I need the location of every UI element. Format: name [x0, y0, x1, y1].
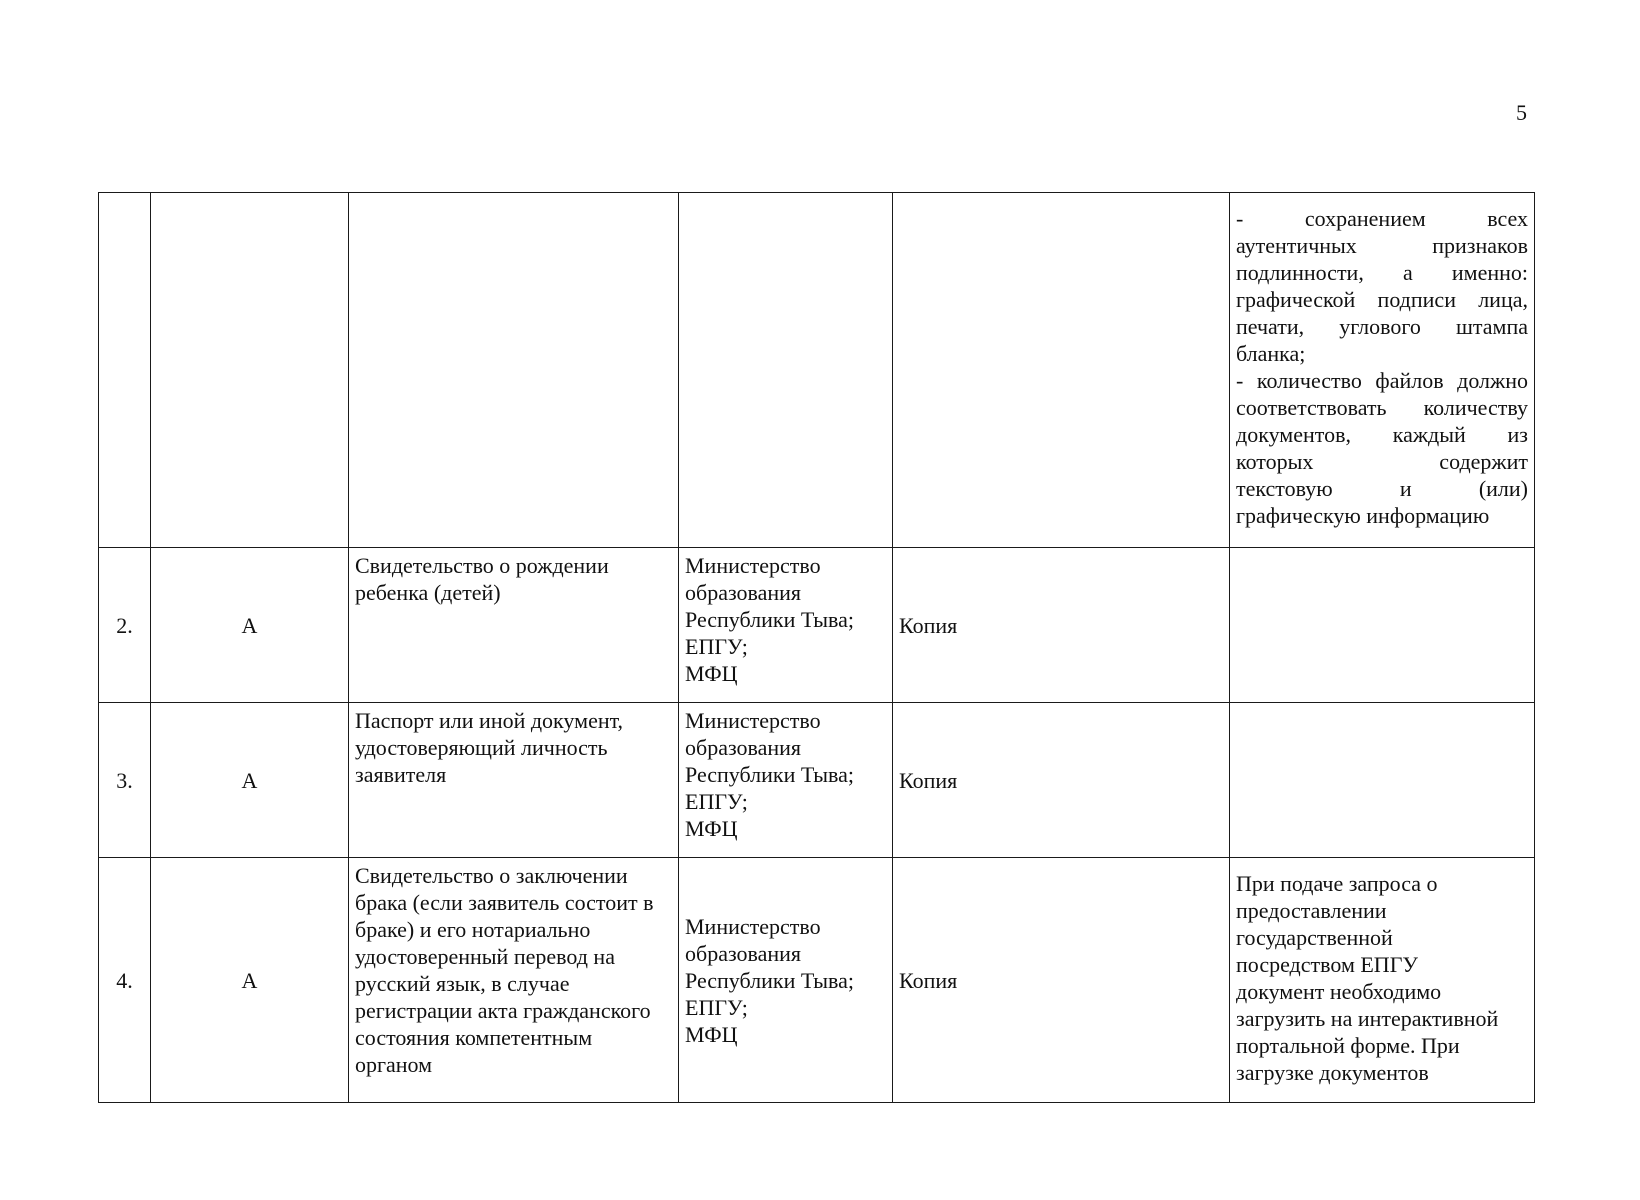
notes-line: подлинности, а именно: [1236, 260, 1528, 285]
table-row [99, 193, 1535, 548]
source-line: МФЦ [685, 1021, 738, 1047]
source-line: Республики Тыва; [685, 762, 854, 787]
source-line: образования [685, 940, 802, 966]
notes-line: портальной форме. При [1236, 1033, 1460, 1058]
table-row [99, 548, 1535, 703]
notes-line: посредством ЕПГУ [1236, 952, 1418, 977]
notes-line: - количество файлов должно [1236, 368, 1528, 393]
notes-line: графическую информацию [1236, 503, 1490, 528]
notes-line: графической подписи лица, [1236, 287, 1528, 312]
notes-line: - сохранением всех [1236, 206, 1528, 231]
form-cell: Копия [893, 548, 1230, 703]
notes-line: печати, углового штампа [1236, 314, 1528, 339]
form-cell [893, 193, 1230, 548]
notes-cell [1230, 548, 1535, 703]
notes-line: документ необходимо [1236, 979, 1442, 1004]
notes-line: которых содержит [1236, 449, 1528, 474]
notes-line: аутентичных признаков [1236, 233, 1528, 258]
source-line: образования [685, 580, 802, 605]
notes-line: загрузить на интерактивной [1236, 1006, 1499, 1031]
source-line: МФЦ [685, 816, 738, 841]
source-line: Министерство [685, 553, 821, 578]
category-cell: А [151, 858, 349, 1103]
source-line: Республики Тыва; [685, 967, 854, 993]
notes-line: бланка; [1236, 341, 1306, 366]
row-number-cell [99, 193, 151, 548]
source-cell [679, 193, 893, 548]
notes-line: загрузке документов [1236, 1060, 1429, 1085]
source-line: Республики Тыва; [685, 607, 854, 632]
notes-cell [1230, 703, 1535, 858]
table-row [99, 858, 1535, 1103]
document-name-cell [349, 193, 679, 548]
document-name-cell: Свидетельство о рождении ребенка (детей) [349, 548, 679, 703]
form-cell: Копия [893, 703, 1230, 858]
documents-table [98, 192, 1535, 1103]
category-cell: А [151, 703, 349, 858]
row-number-cell: 3. [99, 703, 151, 858]
document-name-cell: Паспорт или иной документ, удостоверяющий личность заявителя [349, 703, 679, 858]
source-cell [679, 858, 893, 1103]
notes-line: текстовую и (или) [1236, 476, 1528, 501]
notes-line: При подаче запроса о [1236, 871, 1438, 896]
source-line: ЕПГУ; [685, 634, 748, 659]
source-cell [679, 548, 893, 703]
notes-line: государственной [1236, 925, 1393, 950]
notes-line: документов, каждый из [1236, 422, 1528, 447]
source-line: образования [685, 735, 802, 760]
source-line: ЕПГУ; [685, 994, 748, 1020]
row-number-cell: 2. [99, 548, 151, 703]
notes-cell [1230, 193, 1535, 548]
category-cell [151, 193, 349, 548]
document-name-cell: Свидетельство о заключении брака (если заявитель состоит в браке) и его нотариально удостоверенный перевод на русский язык, в случае регистрации акта гражданского состояния компетентным органом [349, 858, 679, 1103]
source-line: МФЦ [685, 661, 738, 686]
notes-line: соответствовать количеству [1236, 395, 1528, 420]
notes-line: предоставлении [1236, 898, 1387, 923]
source-line: Министерство [685, 913, 821, 939]
source-line: Министерство [685, 708, 821, 733]
source-cell [679, 703, 893, 858]
category-cell: А [151, 548, 349, 703]
table-row [99, 703, 1535, 858]
notes-cell [1230, 858, 1535, 1103]
form-cell: Копия [893, 858, 1230, 1103]
source-line: ЕПГУ; [685, 789, 748, 814]
row-number-cell: 4. [99, 858, 151, 1103]
page-number: 5 [1516, 100, 1527, 125]
